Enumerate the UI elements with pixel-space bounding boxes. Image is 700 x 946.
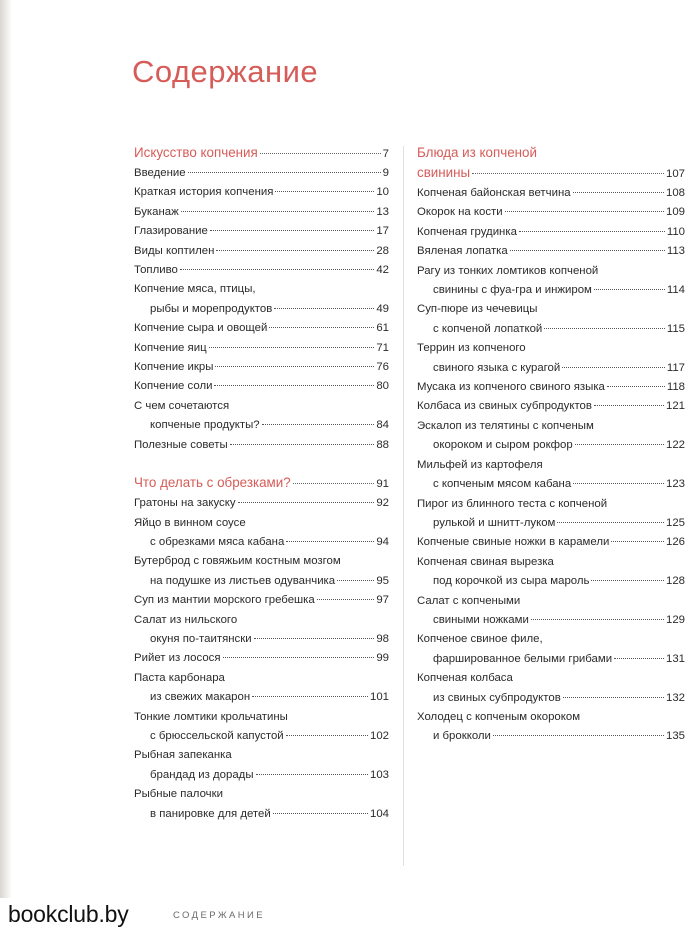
dot-leader [286,735,368,736]
page-number: 104 [369,807,389,820]
toc-entry[interactable] [417,592,685,631]
toc-entry[interactable] [134,261,389,280]
toc-entry-title: Копчение соли [134,380,213,393]
toc-entry-line [134,473,389,494]
toc-entry-line [134,591,389,610]
toc-entry-line [134,630,389,649]
toc-entry-line [417,320,685,339]
dot-leader [273,813,368,814]
dot-leader [214,385,374,386]
toc-entry-title: Суп из мантии морского гребешка [134,594,315,607]
toc-entry-title: Копченые свиные ножки в карамели [417,536,610,549]
toc-entry-line [417,436,685,455]
toc-entry[interactable] [417,630,685,669]
toc-section-heading[interactable] [134,143,389,164]
toc-entry-title: Введение [134,167,186,179]
toc-entry-line [417,533,685,552]
toc-entry-title: с брюссельской капустой [150,729,284,742]
toc-entry[interactable] [134,377,389,396]
toc-entry-line [417,223,685,242]
toc-entry-line [134,494,389,513]
column-divider [403,146,404,866]
dot-leader [505,211,664,212]
toc-entry-title: Рийет из лосося [134,652,221,665]
toc-entry-title-line: Тонкие ломтики крольчатины [134,710,288,723]
toc-entry[interactable] [417,378,685,397]
toc-entry-line [417,184,685,203]
page-number: 13 [376,205,389,218]
toc-entry-title-line: Рыбные палочки [134,788,223,801]
toc-entry-title: Колбаса из свиных субпродуктов [417,400,592,413]
page-footer [0,898,700,946]
page-number: 128 [665,575,685,588]
toc-entry[interactable] [417,223,685,242]
toc-entry-title-line: Салат с копчеными [417,594,521,607]
toc-entry-title: Что делать с обрезками? [134,475,291,491]
toc-entry-line [417,475,685,494]
toc-entry-title-line: Паста карбонара [134,671,225,684]
toc-entry-title: и брокколи [433,730,491,743]
toc-entry-line [134,358,389,377]
toc-entry-line [134,727,389,746]
toc-entry-title-line: Мильфей из картофеля [417,458,543,471]
toc-entry-title: Виды коптилен [134,244,215,257]
toc-entry-title: на подушке из листьев одуванчика [150,574,336,587]
page-number: 76 [376,361,389,374]
dot-leader [188,172,381,173]
dot-leader [562,367,665,368]
page-number: 61 [376,322,389,335]
toc-entry-title: Копченая грудинка [417,225,517,238]
page-number: 126 [665,536,685,549]
toc-entry-title-line: Суп-пюре из чечевицы [417,303,538,316]
toc-entry-title-line: Яйцо в винном соусе [134,516,246,529]
toc-entry-line [134,242,389,261]
toc-entry[interactable] [134,183,389,202]
book-spine-shadow [0,0,12,946]
toc-entry-title: рулькой и шнитт-луком [433,516,556,529]
toc-entry-title-line: С чем сочетаются [134,399,230,412]
dot-leader [573,192,664,193]
toc-entry[interactable] [417,184,685,203]
page-number: 135 [665,730,685,743]
dot-leader [223,657,375,658]
toc-entry[interactable] [134,436,389,455]
page-number: 102 [369,729,389,742]
toc-entry-title: свиного языка с курагой [433,361,561,374]
page-number: 88 [376,438,389,451]
toc-entry-title: из свежих макарон [150,691,251,704]
toc-entry[interactable] [134,746,389,785]
toc-entry-title: Копчение икры [134,361,214,374]
toc-entry-line [417,611,685,630]
dot-leader [216,250,374,251]
toc-entry-line [134,688,389,707]
page-number: 95 [376,574,389,587]
page-number: 49 [376,302,389,315]
toc-entry-line [417,650,685,669]
toc-entry-line [134,416,389,435]
dot-leader [557,522,664,523]
toc-entry-line [417,397,685,416]
page-number: 7 [382,148,389,160]
site-watermark: bookclub.by [8,901,129,927]
toc-entry[interactable] [134,708,389,747]
toc-entry-title: Глазирование [134,225,208,238]
dot-leader [493,735,664,736]
toc-entry-line [134,572,389,591]
toc-entry[interactable] [417,553,685,592]
page-number: 84 [376,419,389,432]
toc-entry[interactable] [134,552,389,591]
toc-entry-title: свинины [417,165,471,180]
page-number: 101 [369,691,389,704]
dot-leader [337,580,374,581]
toc-entry[interactable] [134,397,389,436]
toc-entry-line [417,514,685,533]
toc-entry[interactable] [417,300,685,339]
page-number: 99 [376,652,389,665]
toc-entry[interactable] [417,495,685,534]
section-gap [134,455,389,473]
toc-entry[interactable] [134,222,389,241]
toc-entry[interactable] [417,669,685,708]
dot-leader [181,211,375,212]
toc-entry-title: свиными ножками [433,613,529,626]
toc-entry-line [134,319,389,338]
toc-entry-line [417,242,685,261]
toc-entry-title: Гратоны на закуску [134,497,236,510]
dot-leader [575,444,664,445]
toc-entry-line [134,164,389,183]
dot-leader [215,366,374,367]
toc-entry-title-line: Рагу из тонких ломтиков копченой [417,264,599,277]
dot-leader [611,541,664,542]
toc-entry-line [417,281,685,300]
page-number: 125 [665,516,685,529]
toc-entry-line [134,261,389,280]
toc-column-left [134,143,389,824]
page-number: 115 [666,322,685,335]
dot-leader [614,658,664,659]
dot-leader [544,328,665,329]
dot-leader [180,269,374,270]
page-number: 97 [376,594,389,607]
dot-leader [510,250,665,251]
toc-entry-line [134,377,389,396]
dot-leader [238,502,375,503]
toc-entry-title: в панировке для детей [150,807,271,820]
page-number: 28 [376,244,389,257]
toc-entry[interactable] [134,164,389,183]
toc-entry-line [134,203,389,222]
toc-entry[interactable] [134,203,389,222]
toc-entry[interactable] [134,339,389,358]
toc-entry-title: Мусака из копченого свиного языка [417,381,605,394]
toc-entry-title: копченые продукты? [150,419,260,432]
page-number: 92 [376,497,389,510]
toc-entry[interactable] [134,611,389,650]
toc-entry[interactable] [134,242,389,261]
toc-entry-title: Копчение сыра и овощей [134,322,268,335]
dot-leader [269,327,374,328]
dot-leader [254,638,375,639]
dot-leader [531,619,664,620]
toc-entry[interactable] [417,708,685,747]
running-head: СОДЕРЖАНИЕ [173,910,265,921]
toc-entry-title-line: Салат из нильского [134,613,238,626]
dot-leader [286,541,374,542]
toc-entry[interactable] [417,533,685,552]
toc-entry-title: Окорок на кости [417,206,503,219]
page-number: 118 [666,381,685,394]
toc-entry-title: Краткая история копчения [134,186,274,199]
toc-section-heading[interactable] [417,143,685,184]
toc-entry-title: из свиных субпродуктов [433,691,561,704]
dot-leader [260,153,381,154]
toc-entry[interactable] [417,397,685,416]
toc-entry[interactable] [134,591,389,610]
toc-entry-title: окуня по-таитянски [150,632,252,645]
dot-leader [230,444,375,445]
dot-leader [262,424,375,425]
page-number: 103 [369,768,389,781]
page-number: 80 [376,380,389,393]
toc-entry-title: Полезные советы [134,438,228,451]
page-number: 110 [666,225,685,238]
page-number: 131 [665,652,685,665]
toc-entry-title: Копченая байонская ветчина [417,187,571,199]
toc-entry[interactable] [134,319,389,338]
dot-leader [317,599,375,600]
page-number: 91 [376,478,389,491]
page-number: 132 [665,691,685,704]
toc-entry[interactable] [417,456,685,495]
toc-entry-title: Вяленая лопатка [417,245,508,258]
toc-entry-title-line: Копченое свиное филе, [417,633,543,646]
toc-column-right [417,143,685,747]
toc-entry-title: окороком и сыром рокфор [433,439,573,452]
toc-entry-line [134,649,389,668]
page-number: 117 [666,361,685,374]
page-number: 109 [665,206,685,219]
toc-entry-title: рыбы и морепродуктов [150,302,273,315]
toc-entry-line [134,805,389,824]
toc-entry-line [417,203,685,222]
dot-leader [275,191,374,192]
page-number: 9 [382,167,389,179]
toc-entry-title-line: Блюда из копченой [417,145,537,160]
dot-leader [472,173,664,174]
toc-entry[interactable] [417,339,685,378]
toc-entry-line [134,533,389,552]
toc-entry-title: Топливо [134,264,178,277]
toc-entry-title: фаршированное белыми грибами [433,652,613,665]
toc-entry-line [417,163,685,184]
page-number: 121 [665,400,685,413]
dot-leader [209,347,375,348]
toc-entry-title-line: Бутерброд с говяжьим костным мозгом [134,555,341,568]
dot-leader [594,289,665,290]
page-number: 123 [665,478,685,491]
page-number: 10 [376,186,389,199]
toc-entry-line [417,359,685,378]
toc-entry-title-line: Холодец с копченым окороком [417,710,581,723]
toc-entry[interactable] [134,649,389,668]
toc-entry-title: с копченой лопаткой [433,322,543,335]
dot-leader [594,405,664,406]
toc-entry[interactable] [417,242,685,261]
dot-leader [573,483,664,484]
toc-entry-line [134,222,389,241]
toc-entry[interactable] [134,669,389,708]
dot-leader [591,580,664,581]
dot-leader [256,774,368,775]
toc-entry-title: с копченым мясом кабана [433,478,572,491]
page-number: 108 [665,187,685,199]
toc-entry[interactable] [417,417,685,456]
page-number: 113 [666,245,685,258]
page-number: 71 [376,341,389,354]
dot-leader [563,697,664,698]
page-number: 94 [376,535,389,548]
page-number: 122 [665,439,685,452]
toc-section-heading[interactable] [134,473,389,494]
toc-entry-title-line: Террин из копченого [417,342,526,355]
page-number: 107 [665,168,685,180]
dot-leader [210,230,374,231]
toc-entry-title-line: Копченая колбаса [417,672,513,685]
toc-entry-line [134,436,389,455]
page-number: 42 [376,264,389,277]
toc-entry-title: Буканаж [134,205,179,218]
toc-entry-title: свинины с фуа-гра и инжиром [433,284,592,297]
toc-entry-line [134,766,389,785]
toc-entry-line [134,143,389,164]
page-title: Содержание [132,54,319,89]
dot-leader [293,483,375,484]
toc-entry-title: Копчение яиц [134,341,207,354]
toc-entry[interactable] [134,358,389,377]
page-number: 98 [376,632,389,645]
toc-entry[interactable] [134,785,389,824]
toc-entry-title: Искусство копчения [134,145,258,160]
toc-entry-line [134,183,389,202]
toc-entry-line [417,572,685,591]
toc-entry-title-line: Пирог из блинного теста с копченой [417,497,608,510]
dot-leader [607,386,665,387]
toc-entry-line [417,689,685,708]
dot-leader [274,308,374,309]
toc-entry-title: под корочкой из сыра мароль [433,575,590,588]
page-number: 129 [665,613,685,626]
toc-entry-title-line: Рыбная запеканка [134,749,232,762]
toc-entry[interactable] [134,280,389,319]
toc-entry-line [134,339,389,358]
toc-entry-title-line: Копчение мяса, птицы, [134,283,256,296]
toc-entry-line [134,300,389,319]
toc-entry-title: с обрезками мяса кабана [150,535,285,548]
toc-entry-title-line: Копченая свиная вырезка [417,555,554,568]
dot-leader [252,696,368,697]
page-number: 17 [376,225,389,238]
dot-leader [519,231,665,232]
toc-entry-title: брандад из дорады [150,768,254,781]
toc-entry[interactable] [134,494,389,513]
page-number: 114 [666,284,685,297]
toc-entry[interactable] [134,514,389,553]
toc-entry[interactable] [417,203,685,222]
toc-entry-line [417,378,685,397]
toc-entry-line [417,727,685,746]
toc-entry-title-line: Эскалоп из телятины с копченым [417,419,594,432]
toc-entry[interactable] [417,262,685,301]
